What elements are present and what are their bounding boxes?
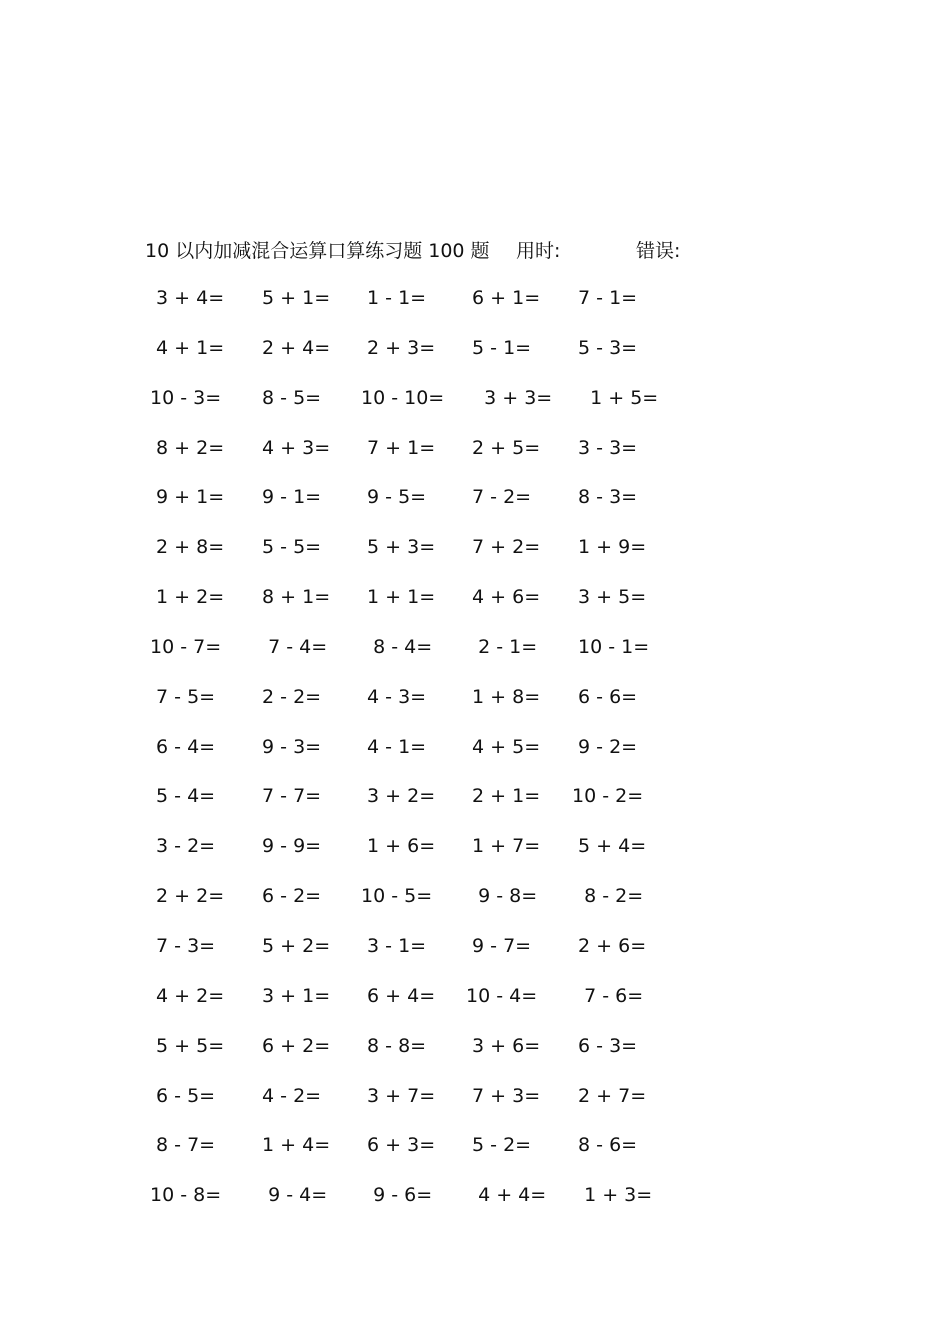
problem-item: 7 - 6= xyxy=(572,984,644,1007)
problem-item: 5 + 3= xyxy=(361,536,436,559)
problem-row xyxy=(0,281,950,331)
problem-item: 8 - 2= xyxy=(572,885,644,908)
problem-item: 6 - 4= xyxy=(150,735,216,758)
problem-item: 6 + 3= xyxy=(361,1134,436,1157)
problem-item: 5 + 2= xyxy=(256,934,331,957)
problem-item: 9 - 8= xyxy=(466,885,538,908)
problem-row xyxy=(0,580,950,630)
problem-item: 4 + 4= xyxy=(466,1184,547,1207)
problem-item: 6 - 5= xyxy=(150,1084,216,1107)
problem-item: 3 + 4= xyxy=(150,287,225,309)
problem-item: 3 - 1= xyxy=(361,934,427,957)
problem-item: 3 - 2= xyxy=(150,835,216,858)
problem-item: 1 + 7= xyxy=(466,835,541,858)
problem-item: 6 + 1= xyxy=(466,287,541,309)
problem-row xyxy=(0,979,950,1029)
problem-item: 4 + 1= xyxy=(150,336,225,359)
problem-item: 3 + 1= xyxy=(256,984,331,1007)
problem-item: 2 + 2= xyxy=(150,885,225,908)
time-label: 用时: xyxy=(516,240,561,262)
problem-item: 3 + 2= xyxy=(361,785,436,808)
problem-item: 3 + 6= xyxy=(466,1034,541,1057)
problem-item: 4 + 6= xyxy=(466,586,541,609)
problem-row xyxy=(0,680,950,730)
problem-row xyxy=(0,381,950,431)
problem-item: 5 - 3= xyxy=(572,336,638,359)
problem-item: 9 - 2= xyxy=(572,735,638,758)
problem-grid xyxy=(0,281,950,1228)
problem-item: 2 + 3= xyxy=(361,336,436,359)
problem-item: 2 + 1= xyxy=(466,785,541,808)
problem-item: 1 + 3= xyxy=(572,1184,653,1207)
problem-item: 9 - 5= xyxy=(361,486,427,509)
problem-row xyxy=(0,829,950,879)
problem-item: 1 + 9= xyxy=(572,536,647,559)
problem-item: 4 - 1= xyxy=(361,735,427,758)
problem-item: 6 - 6= xyxy=(572,685,638,708)
problem-item: 10 - 2= xyxy=(572,785,644,808)
worksheet-title: 10 以内加减混合运算口算练习题 100 题 xyxy=(145,240,490,262)
problem-item: 7 - 7= xyxy=(256,785,322,808)
problem-row xyxy=(0,530,950,580)
problem-item: 6 + 4= xyxy=(361,984,436,1007)
problem-item: 5 - 1= xyxy=(466,336,532,359)
problem-row xyxy=(0,480,950,530)
problem-item: 1 + 1= xyxy=(361,586,436,609)
problem-item: 3 + 7= xyxy=(361,1084,436,1107)
problem-item: 4 - 3= xyxy=(361,685,427,708)
problem-item: 10 - 8= xyxy=(150,1184,222,1207)
problem-row xyxy=(0,1029,950,1079)
problem-item: 7 - 2= xyxy=(466,486,532,509)
problem-item: 2 - 2= xyxy=(256,685,322,708)
problem-item: 6 + 2= xyxy=(256,1034,331,1057)
problem-row xyxy=(0,779,950,829)
error-label: 错误: xyxy=(636,240,681,262)
problem-item: 5 + 5= xyxy=(150,1034,225,1057)
problem-item: 8 + 2= xyxy=(150,436,225,459)
problem-item: 10 - 3= xyxy=(150,386,222,409)
problem-item: 9 - 3= xyxy=(256,735,322,758)
problem-item: 9 - 4= xyxy=(256,1184,328,1207)
problem-item: 10 - 4= xyxy=(466,984,538,1007)
problem-item: 4 + 5= xyxy=(466,735,541,758)
problem-item: 4 - 2= xyxy=(256,1084,322,1107)
problem-row xyxy=(0,331,950,381)
problem-item: 9 - 7= xyxy=(466,934,532,957)
problem-item: 9 + 1= xyxy=(150,486,225,509)
problem-item: 7 - 1= xyxy=(572,287,638,309)
problem-item: 1 - 1= xyxy=(361,287,427,309)
problem-item: 2 + 7= xyxy=(572,1084,647,1107)
problem-item: 2 + 4= xyxy=(256,336,331,359)
problem-item: 7 + 2= xyxy=(466,536,541,559)
problem-row xyxy=(0,879,950,929)
problem-item: 10 - 7= xyxy=(150,635,222,658)
problem-item: 7 - 4= xyxy=(256,635,328,658)
problem-item: 5 - 4= xyxy=(150,785,216,808)
problem-item: 7 - 3= xyxy=(150,934,216,957)
problem-item: 9 - 9= xyxy=(256,835,322,858)
problem-row xyxy=(0,630,950,680)
problem-row xyxy=(0,1079,950,1129)
problem-item: 8 - 8= xyxy=(361,1034,427,1057)
problem-item: 8 + 1= xyxy=(256,586,331,609)
problem-item: 2 + 6= xyxy=(572,934,647,957)
problem-item: 1 + 8= xyxy=(466,685,541,708)
problem-item: 5 + 1= xyxy=(256,287,331,309)
problem-row xyxy=(0,730,950,780)
problem-item: 8 - 5= xyxy=(256,386,322,409)
problem-item: 3 + 3= xyxy=(466,386,553,409)
problem-item: 6 - 2= xyxy=(256,885,322,908)
problem-item: 2 + 8= xyxy=(150,536,225,559)
problem-item: 3 - 3= xyxy=(572,436,638,459)
problem-item: 2 - 1= xyxy=(466,635,538,658)
problem-item: 1 + 4= xyxy=(256,1134,331,1157)
problem-item: 8 - 6= xyxy=(572,1134,638,1157)
problem-item: 2 + 5= xyxy=(466,436,541,459)
problem-item: 9 - 6= xyxy=(361,1184,433,1207)
problem-item: 1 + 6= xyxy=(361,835,436,858)
problem-item: 10 - 5= xyxy=(361,885,433,908)
problem-item: 7 + 1= xyxy=(361,436,436,459)
problem-row xyxy=(0,431,950,481)
problem-item: 7 + 3= xyxy=(466,1084,541,1107)
problem-item: 6 - 3= xyxy=(572,1034,638,1057)
problem-item: 4 + 2= xyxy=(150,984,225,1007)
problem-item: 8 - 7= xyxy=(150,1134,216,1157)
problem-row xyxy=(0,1128,950,1178)
problem-row xyxy=(0,929,950,979)
problem-item: 5 - 2= xyxy=(466,1134,532,1157)
problem-item: 4 + 3= xyxy=(256,436,331,459)
problem-item: 5 + 4= xyxy=(572,835,647,858)
problem-item: 10 - 10= xyxy=(361,386,445,409)
problem-row xyxy=(0,1178,950,1228)
problem-item: 8 - 4= xyxy=(361,635,433,658)
problem-item: 10 - 1= xyxy=(572,635,650,658)
problem-item: 1 + 5= xyxy=(572,386,659,409)
problem-item: 1 + 2= xyxy=(150,586,225,609)
problem-item: 3 + 5= xyxy=(572,586,647,609)
problem-item: 9 - 1= xyxy=(256,486,322,509)
problem-item: 8 - 3= xyxy=(572,486,638,509)
problem-item: 7 - 5= xyxy=(150,685,216,708)
problem-item: 5 - 5= xyxy=(256,536,322,559)
